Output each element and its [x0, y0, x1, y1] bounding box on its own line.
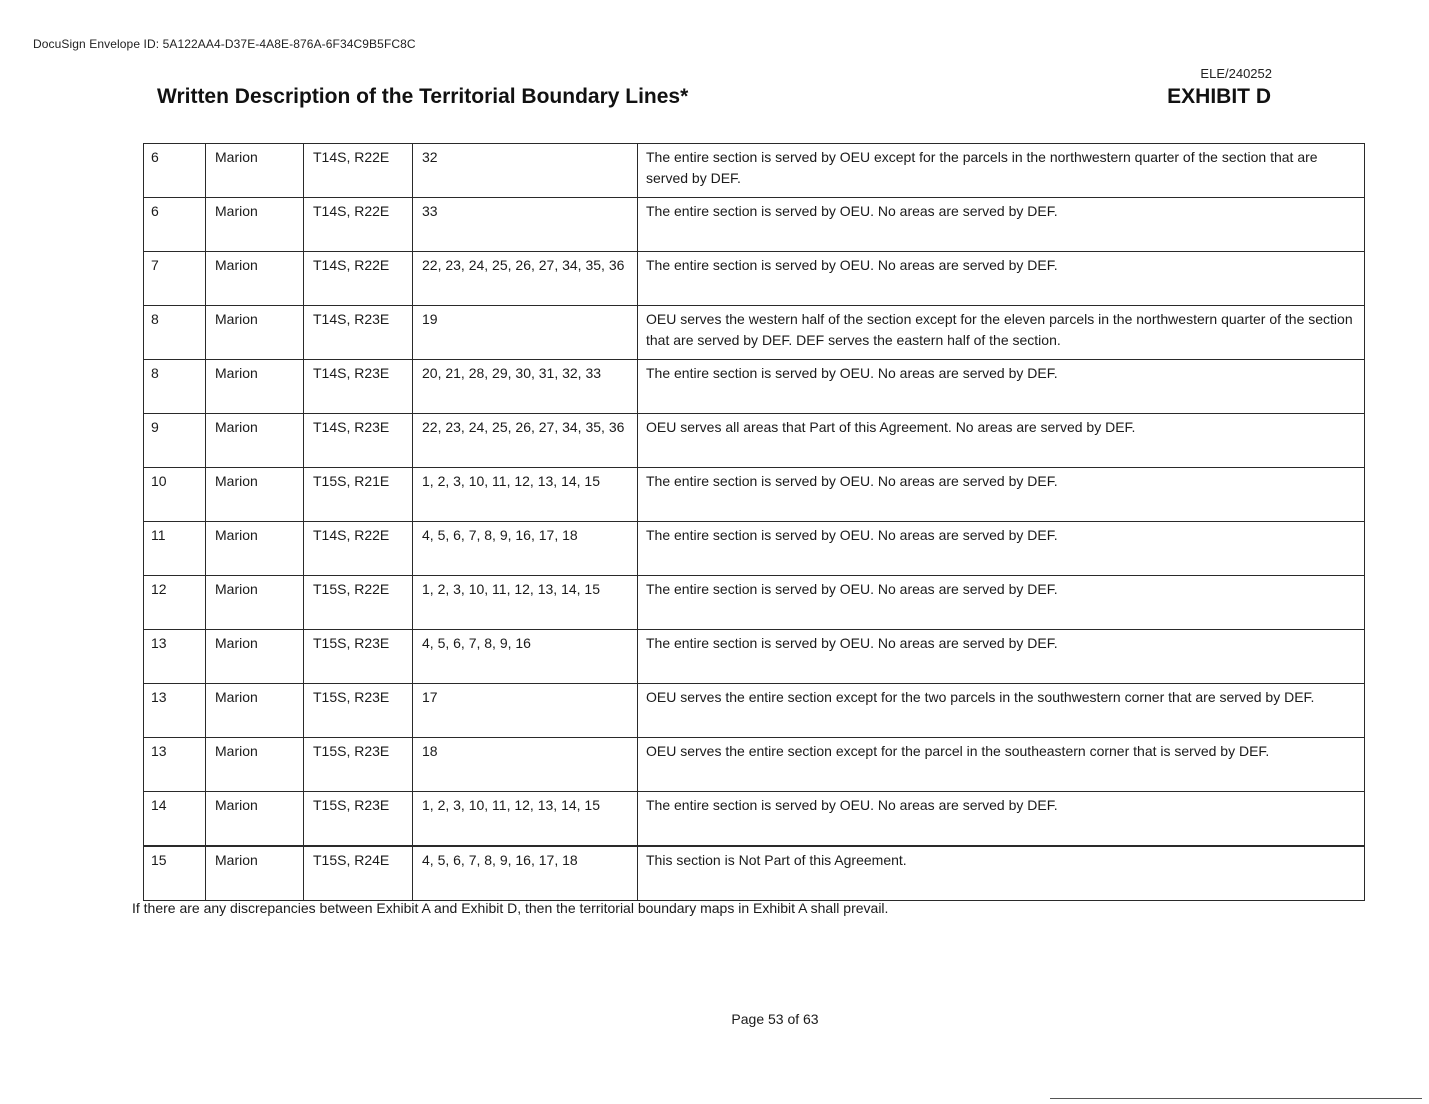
table-row [144, 306, 1365, 360]
description-cell: The entire section is served by OEU. No areas are served by DEF. [638, 522, 1365, 576]
table-row [144, 144, 1365, 198]
sections-cell: 1, 2, 3, 10, 11, 12, 13, 14, 15 [413, 468, 638, 522]
description-cell: OEU serves the western half of the section except for the eleven parcels in the northwestern quarter of the section that are served by DEF. DEF serves the eastern half of the section. [638, 306, 1365, 360]
description-cell: The entire section is served by OEU. No areas are served by DEF. [638, 630, 1365, 684]
sections-cell: 22, 23, 24, 25, 26, 27, 34, 35, 36 [413, 252, 638, 306]
table-row [144, 738, 1365, 792]
county-cell: Marion [206, 252, 304, 306]
table-row [144, 846, 1365, 901]
description-cell: OEU serves all areas that Part of this Agreement. No areas are served by DEF. [638, 414, 1365, 468]
county-cell: Marion [206, 738, 304, 792]
sections-cell: 22, 23, 24, 25, 26, 27, 34, 35, 36 [413, 414, 638, 468]
township-range-cell: T14S, R22E [304, 198, 413, 252]
county-cell: Marion [206, 468, 304, 522]
sections-cell: 18 [413, 738, 638, 792]
township-range-cell: T15S, R21E [304, 468, 413, 522]
township-range-cell: T14S, R22E [304, 522, 413, 576]
description-cell: OEU serves the entire section except for the two parcels in the southwestern corner that are served by DEF. [638, 684, 1365, 738]
description-cell: The entire section is served by OEU. No areas are served by DEF. [638, 792, 1365, 847]
sections-cell: 32 [413, 144, 638, 198]
county-cell: Marion [206, 846, 304, 901]
sections-cell: 17 [413, 684, 638, 738]
sections-cell: 20, 21, 28, 29, 30, 31, 32, 33 [413, 360, 638, 414]
township-range-cell: T15S, R23E [304, 792, 413, 847]
county-cell: Marion [206, 792, 304, 847]
segment-cell: 9 [144, 414, 206, 468]
table-row [144, 792, 1365, 847]
description-cell: This section is Not Part of this Agreement. [638, 846, 1365, 901]
township-range-cell: T14S, R22E [304, 144, 413, 198]
table-row [144, 360, 1365, 414]
table-row [144, 630, 1365, 684]
segment-cell: 13 [144, 738, 206, 792]
township-range-cell: T14S, R23E [304, 414, 413, 468]
county-cell: Marion [206, 576, 304, 630]
segment-cell: 6 [144, 144, 206, 198]
segment-cell: 12 [144, 576, 206, 630]
sections-cell: 4, 5, 6, 7, 8, 9, 16, 17, 18 [413, 846, 638, 901]
segment-cell: 10 [144, 468, 206, 522]
county-cell: Marion [206, 684, 304, 738]
table-row [144, 252, 1365, 306]
page-title: Written Description of the Territorial Boundary Lines* [157, 85, 689, 108]
segment-cell: 8 [144, 360, 206, 414]
township-range-cell: T14S, R22E [304, 252, 413, 306]
description-cell: OEU serves the entire section except for the parcel in the southeastern corner that is served by DEF. [638, 738, 1365, 792]
sections-cell: 1, 2, 3, 10, 11, 12, 13, 14, 15 [413, 576, 638, 630]
description-cell: The entire section is served by OEU. No areas are served by DEF. [638, 468, 1365, 522]
boundary-table [143, 143, 1365, 901]
table-row [144, 522, 1365, 576]
description-cell: The entire section is served by OEU. No areas are served by DEF. [638, 252, 1365, 306]
township-range-cell: T14S, R23E [304, 306, 413, 360]
township-range-cell: T15S, R24E [304, 846, 413, 901]
segment-cell: 11 [144, 522, 206, 576]
exhibit-label: EXHIBIT D [1167, 85, 1271, 108]
sections-cell: 4, 5, 6, 7, 8, 9, 16, 17, 18 [413, 522, 638, 576]
county-cell: Marion [206, 198, 304, 252]
township-range-cell: T15S, R23E [304, 738, 413, 792]
county-cell: Marion [206, 360, 304, 414]
description-cell: The entire section is served by OEU except for the parcels in the northwestern quarter of the section that are served by DEF. [638, 144, 1365, 198]
segment-cell: 13 [144, 684, 206, 738]
description-cell: The entire section is served by OEU. No areas are served by DEF. [638, 360, 1365, 414]
sections-cell: 19 [413, 306, 638, 360]
segment-cell: 15 [144, 846, 206, 901]
township-range-cell: T15S, R23E [304, 630, 413, 684]
segment-cell: 8 [144, 306, 206, 360]
township-range-cell: T15S, R23E [304, 684, 413, 738]
segment-cell: 6 [144, 198, 206, 252]
township-range-cell: T14S, R23E [304, 360, 413, 414]
segment-cell: 13 [144, 630, 206, 684]
divider [1050, 1098, 1422, 1099]
table-row [144, 468, 1365, 522]
county-cell: Marion [206, 522, 304, 576]
county-cell: Marion [206, 630, 304, 684]
sections-cell: 4, 5, 6, 7, 8, 9, 16 [413, 630, 638, 684]
segment-cell: 7 [144, 252, 206, 306]
segment-cell: 14 [144, 792, 206, 847]
county-cell: Marion [206, 306, 304, 360]
table-row [144, 576, 1365, 630]
township-range-cell: T15S, R22E [304, 576, 413, 630]
docusign-envelope-id: DocuSign Envelope ID: 5A122AA4-D37E-4A8E-876A-6F34C9B5FC8C [33, 37, 416, 51]
description-cell: The entire section is served by OEU. No areas are served by DEF. [638, 576, 1365, 630]
table-row [144, 684, 1365, 738]
document-number: ELE/240252 [1200, 66, 1272, 81]
description-cell: The entire section is served by OEU. No areas are served by DEF. [638, 198, 1365, 252]
sections-cell: 1, 2, 3, 10, 11, 12, 13, 14, 15 [413, 792, 638, 847]
table-row [144, 198, 1365, 252]
page-number: Page 53 of 63 [731, 1011, 819, 1027]
footnote: If there are any discrepancies between Exhibit A and Exhibit D, then the territorial boundary maps in Exhibit A shall prevail. [132, 900, 889, 916]
sections-cell: 33 [413, 198, 638, 252]
county-cell: Marion [206, 414, 304, 468]
county-cell: Marion [206, 144, 304, 198]
table-row [144, 414, 1365, 468]
